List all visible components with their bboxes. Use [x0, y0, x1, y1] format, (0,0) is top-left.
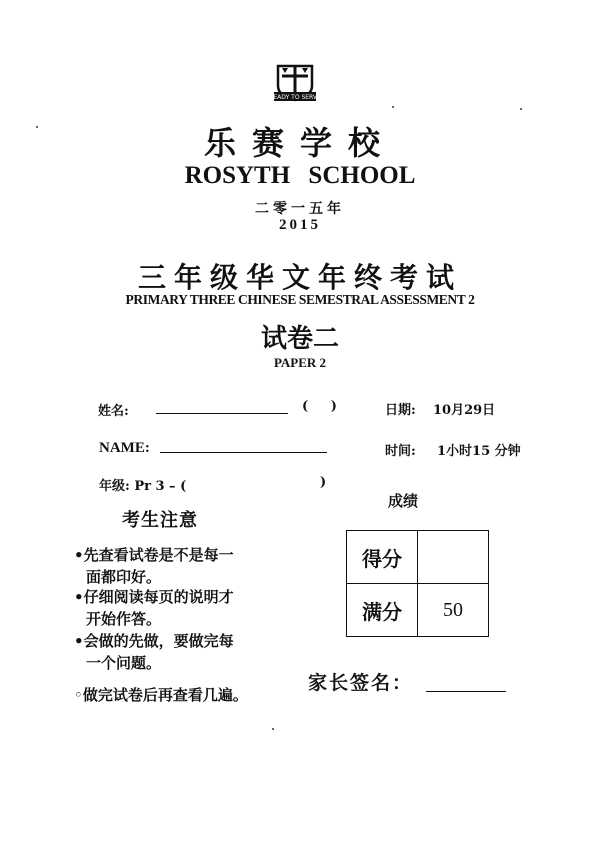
note-line: 面都印好。 [86, 568, 162, 586]
score-row [347, 584, 489, 637]
year: 2015 [279, 217, 321, 233]
class-label: 年级: Pr 3 – ( [99, 479, 187, 494]
year-chinese: 二零一五年 [255, 201, 345, 217]
note-item [74, 586, 234, 630]
note-line: 开始作答。 [86, 610, 162, 628]
paper-title-english: PAPER 2 [273, 355, 327, 370]
note-item [74, 544, 234, 588]
score-table [346, 530, 489, 637]
note-line: •仔细阅读每页的说明才 [74, 588, 234, 606]
name-english-label: NAME: [99, 440, 150, 456]
school-name-english: ROSYTH SCHOOL [184, 162, 416, 189]
note-line: •先查看试卷是不是每一 [74, 546, 234, 564]
score-row [347, 531, 489, 584]
date-label: 日期: [385, 403, 416, 418]
register-number-paren: ( ) [302, 399, 337, 414]
score-label: 得分 [347, 531, 418, 584]
name-chinese-blank[interactable] [156, 413, 288, 414]
date-value: 10月29日 [433, 403, 496, 418]
time-label: 时间: [385, 444, 416, 459]
class-close-paren: ) [320, 475, 327, 490]
note-line: •会做的先做，要做完每 [74, 632, 234, 650]
score-title: 成绩 [388, 492, 419, 510]
note-item [74, 630, 234, 674]
scan-speck [36, 126, 38, 128]
time-value: 1小时15 分钟 [437, 444, 521, 459]
notes-title: 考生注意 [122, 510, 198, 531]
score-value-cell[interactable] [418, 531, 489, 584]
parent-signature-blank[interactable] [426, 691, 506, 692]
name-english-blank[interactable] [160, 452, 327, 453]
score-label: 满分 [347, 584, 418, 637]
scan-speck [272, 728, 274, 730]
name-chinese-label: 姓名: [98, 404, 129, 419]
school-name-chinese: 乐赛学校 [203, 124, 396, 162]
parent-signature-label: 家长签名： [308, 672, 414, 694]
school-crest-logo [269, 62, 321, 104]
score-total-value: 50 [418, 584, 489, 637]
scan-speck [520, 108, 522, 110]
exam-title-english: PRIMARY THREE CHINESE SEMESTRAL ASSESSMENT 2 [125, 292, 475, 307]
scan-speck [392, 106, 394, 108]
note-line: 一个问题。 [86, 654, 162, 672]
exam-title-chinese: 三年级华文年终考试 [137, 261, 462, 294]
paper-title-chinese: 试卷二 [260, 324, 339, 354]
svg-text:READY TO SERVE: READY TO SERVE [269, 94, 321, 101]
note-item [74, 684, 248, 706]
note-line: ◦做完试卷后再查看几遍。 [74, 686, 248, 704]
